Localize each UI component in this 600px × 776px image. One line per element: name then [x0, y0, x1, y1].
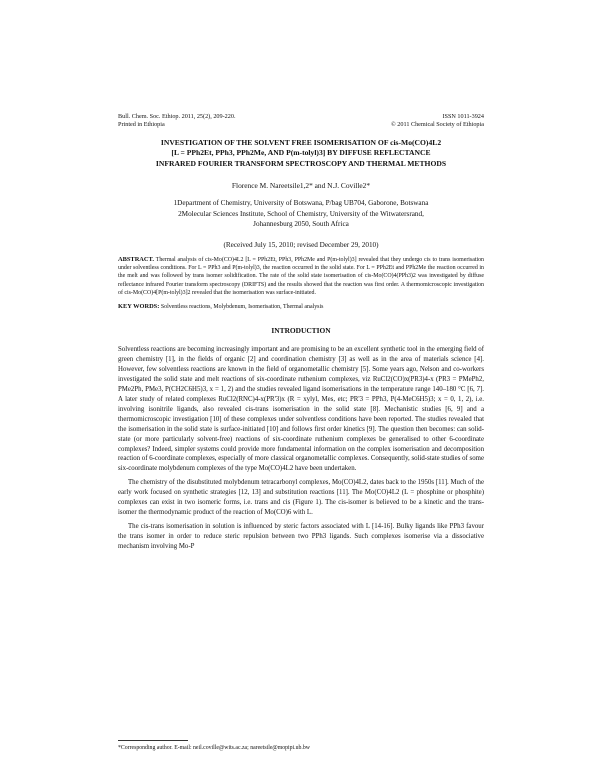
abstract-label: ABSTRACT.: [118, 256, 154, 263]
paper-title: [118, 138, 484, 169]
keywords-text: Solventless reactions, Molybdenum, Isomerisation, Thermal analysis: [160, 304, 324, 310]
abstract: [118, 256, 484, 297]
affiliation-2: 2Molecular Sciences Institute, School of Chemistry, University of the Witwatersrand,: [178, 209, 424, 218]
journal-citation: Bull. Chem. Soc. Ethiop. 2011, 25(2), 209-220.: [118, 113, 236, 120]
paragraph: The chemistry of the disubstituted molybdenum tetracarbonyl complexes, Mo(CO)4L2, dates back to the 1950s [11]. Much of the early work focused on synthetic strategies [12, 13] and substitution reactions [11]. The Mo(CO)4L2 (L = phosphine or phosphite) complexes can exist in two isomeric forms, i.e. trans and cis (Figure 1). The cis-isomer is believed to be a kinetic and the trans-isomer the thermodynamic product of the reaction of Mo(CO)6 with L.: [118, 479, 484, 517]
title-line-3: INFRARED FOURIER TRANSFORM SPECTROSCOPY AND THERMAL METHODS: [155, 158, 447, 168]
keywords-label: KEY WORDS:: [118, 303, 160, 310]
paragraph: The cis-trans isomerisation in solution is influenced by steric factors associated with L [14-16]. Bulky ligands like PPh3 favour the trans isomer in order to reduce steric repulsion between two PPh3 ligands. Such complexes isomerise via a dissociative mechanism involving Mo-P: [118, 523, 484, 551]
received-dates: (Received July 15, 2010; revised December 29, 2010): [223, 241, 379, 249]
paragraph: Solventless reactions are becoming increasingly important and are promising to be an excellent synthetic tool in the emerging field of green chemistry [1], in the fields of organic [2] and coordination chemistry [3] as well as in the area of materials science [4]. However, few solventless reactions are known in the field of organometallic chemistry [5]. Some years ago, Nelson and co-workers investigated the solid state and melt reactions of six-coordinate ruthenium complexes, viz RuCl2(CO)x(PR3)4-x (PR3 = PMePh2, PMe2Ph, PMe3, P(CH2C6H5)3, x = 1, 2) and the studies revealed ligand isomerisations in the temperature range 140–180 °C [6, 7]. A later study of related complexes RuCl2(RNC)4-x(PR'3)x (R = xylyl, Mes, etc; PR'3 = PPh3, P(4-MeC6H5)3; x = 0, 1, 2), i.e. involving isonitrile ligands, also revealed cis-trans isomerisation in the solid state [8]. Mechanistic studies [6, 9] and a thermomicroscopic investigation [10] of these complexes under solventless conditions have been reported. The studies revealed that the isomerisation in the solid state is surface-initiated [10] and follows first order kinetics [9]. The question then becomes: can solid-state (or more particularly solvent-free) reactions of six-coordinate ruthenium complexes be generalised to other 6-coordinate complexes? Indeed, simpler systems could provide more fundamental information on the complex isomerisation and decomposition reaction of 6-coordinate complexes, especially of more classical organometallic complexes. Consequently, solid-state studies of some six-coordinate molybdenum complexes of the type Mo(CO)4L2 have been undertaken.: [118, 346, 484, 473]
title-line-2: [L = PPh2Et, PPh3, PPh2Me, AND P(m-tolyl)3] BY DIFFUSE REFLECTANCE: [171, 148, 431, 158]
affiliation-1: 1Department of Chemistry, University of Botswana, P/bag UB704, Gaborone, Botswana: [173, 199, 429, 207]
footnote-rule: [118, 740, 188, 741]
printed-in: Printed in Ethiopia: [118, 121, 165, 128]
keywords: [118, 303, 484, 310]
issn: ISSN 1011-3924: [442, 113, 484, 120]
affiliation-2-cont: Johannesburg 2050, South Africa: [253, 220, 349, 228]
section-heading: INTRODUCTION: [271, 326, 331, 335]
body-text: [118, 345, 484, 556]
copyright: © 2011 Chemical Society of Ethiopia: [391, 121, 484, 128]
authors: Florence M. Nareetsile1,2* and N.J. Coville2*: [231, 181, 371, 190]
abstract-text: Thermal analysis of cis-Mo(CO)4L2 [L = PPh2Et, PPh3, PPh2Me and P(m-tolyl)3] revealed that they undergo cis to trans isomerisation under solventless conditions. For L = PPh3 and P(m-tolyl)3, the reaction occurred in the solid state. For L = PPh2Et and PPh2Me the reaction occurred in the melt and was followed by trans isomer solidification. The rate of the solid state isomerisation of cis-Mo(CO)4(PPh3)2 was investigated by diffuse reflectance infrared Fourier transform spectroscopy (DRIFTS) and the results showed that the reaction was first order. A thermomicroscopic investigation of cis-Mo(CO)4[P(m-tolyl)3]2 revealed that the isomerisation was surface-initiated.: [118, 257, 484, 296]
title-line-1: INVESTIGATION OF THE SOLVENT FREE ISOMERISATION OF cis-Mo(CO)4L2: [160, 138, 442, 147]
footnote: *Corresponding author. E-mail: neil.coville@wits.ac.za; nareetsile@mopipi.ub.bw: [118, 745, 310, 751]
affiliations: [118, 198, 484, 230]
